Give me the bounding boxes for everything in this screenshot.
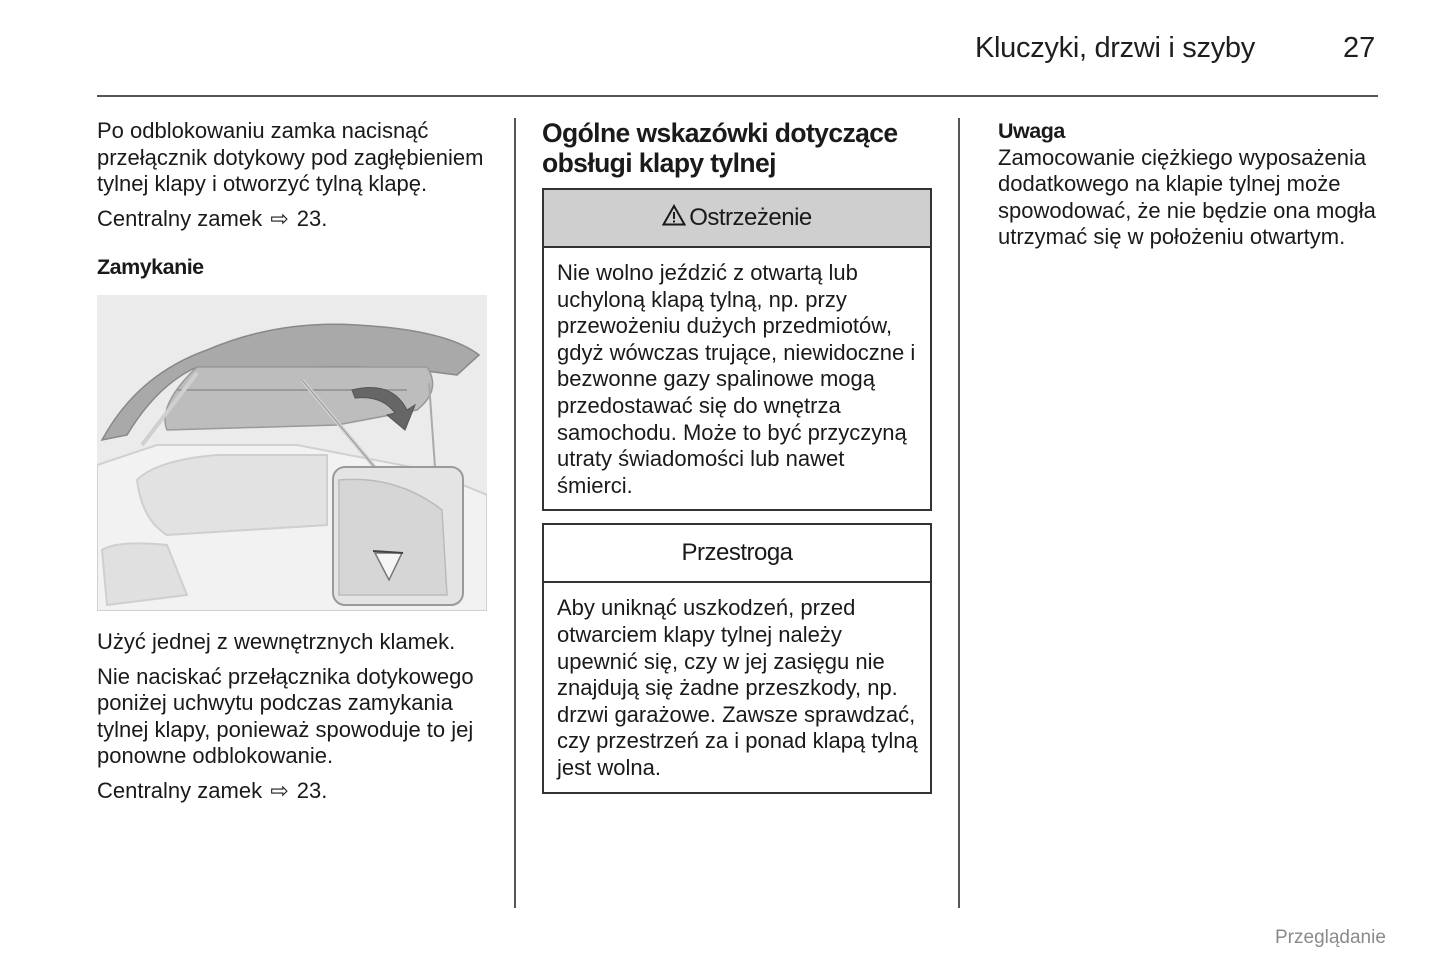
column-divider-2 (958, 118, 960, 908)
note-title: Uwaga (998, 119, 1065, 143)
column-2 (542, 118, 934, 794)
paragraph-unlock: Po odblokowaniu zamka nacisnąć przełącznik dotykowy pod zagłębieniem tylnej klapy i otworzyć tylną klapę. (97, 118, 484, 197)
tailgate-illustration (97, 295, 487, 611)
caution-box (542, 523, 932, 793)
caution-box-header (544, 525, 930, 583)
tailgate-car-image-icon (97, 295, 487, 611)
warning-title: Ostrzeżenie (689, 203, 812, 231)
cross-reference-central-lock-2[interactable] (97, 778, 497, 805)
warning-triangle-icon (662, 204, 686, 233)
reference-page: 23. (296, 777, 328, 803)
page-number: 27 (1343, 32, 1376, 64)
warning-box (542, 188, 932, 511)
column-divider-1 (514, 118, 516, 908)
chapter-title: Kluczyki, drzwi i szyby (975, 32, 1255, 64)
warning-body: Nie wolno jeździć z otwartą lub uchyloną klapą tylną, np. przy przewożeniu dużych przedmiotów, gdyż wówczas trujące, niewidoczne i bezwonne gazy spalinowe mogą przedostawać się do wnętrza samochodu. Może to być przyczyną utraty świadomości lub nawet śmierci. (557, 260, 916, 498)
browse-link[interactable]: Przeglądanie (1275, 927, 1386, 948)
section-heading: Ogólne wskazówki dotyczące obsługi klapy tylnej (542, 118, 898, 178)
caution-title: Przestroga (681, 539, 793, 567)
paragraph-do-not-press: Nie naciskać przełącznika dotykowego poniżej uchwytu podczas zamykania tylnej klapy, ponieważ spowoduje to jej ponowne odblokowanie. (97, 663, 474, 769)
paragraph-use-handle: Użyć jednej z wewnętrznych klamek. (97, 628, 456, 654)
reference-text: Centralny zamek (97, 777, 263, 803)
column-3 (998, 118, 1383, 251)
reference-page: 23. (296, 205, 328, 231)
note-body: Zamocowanie ciężkiego wyposażenia dodatkowego na klapie tylnej może spowodować, że nie będzie ona mogła utrzymać się w położeniu otwartym. (998, 144, 1376, 250)
header-divider (97, 95, 1378, 97)
cross-reference-central-lock[interactable] (97, 206, 497, 233)
warning-box-header (544, 190, 930, 248)
column-1 (97, 118, 497, 805)
page-arrow-icon: ⇨ (270, 205, 289, 231)
page-arrow-icon: ⇨ (270, 777, 289, 803)
reference-text: Centralny zamek (97, 205, 263, 231)
caution-body: Aby uniknąć uszkodzeń, przed otwarciem klapy tylnej należy upewnić się, czy w jej zasięgu nie znajdują się żadne przeszkody, np. drzwi garażowe. Zawsze sprawdzać, czy przestrzeń za i ponad klapą tylną jest wolna. (557, 595, 918, 780)
subheading-closing: Zamykanie (97, 255, 204, 280)
